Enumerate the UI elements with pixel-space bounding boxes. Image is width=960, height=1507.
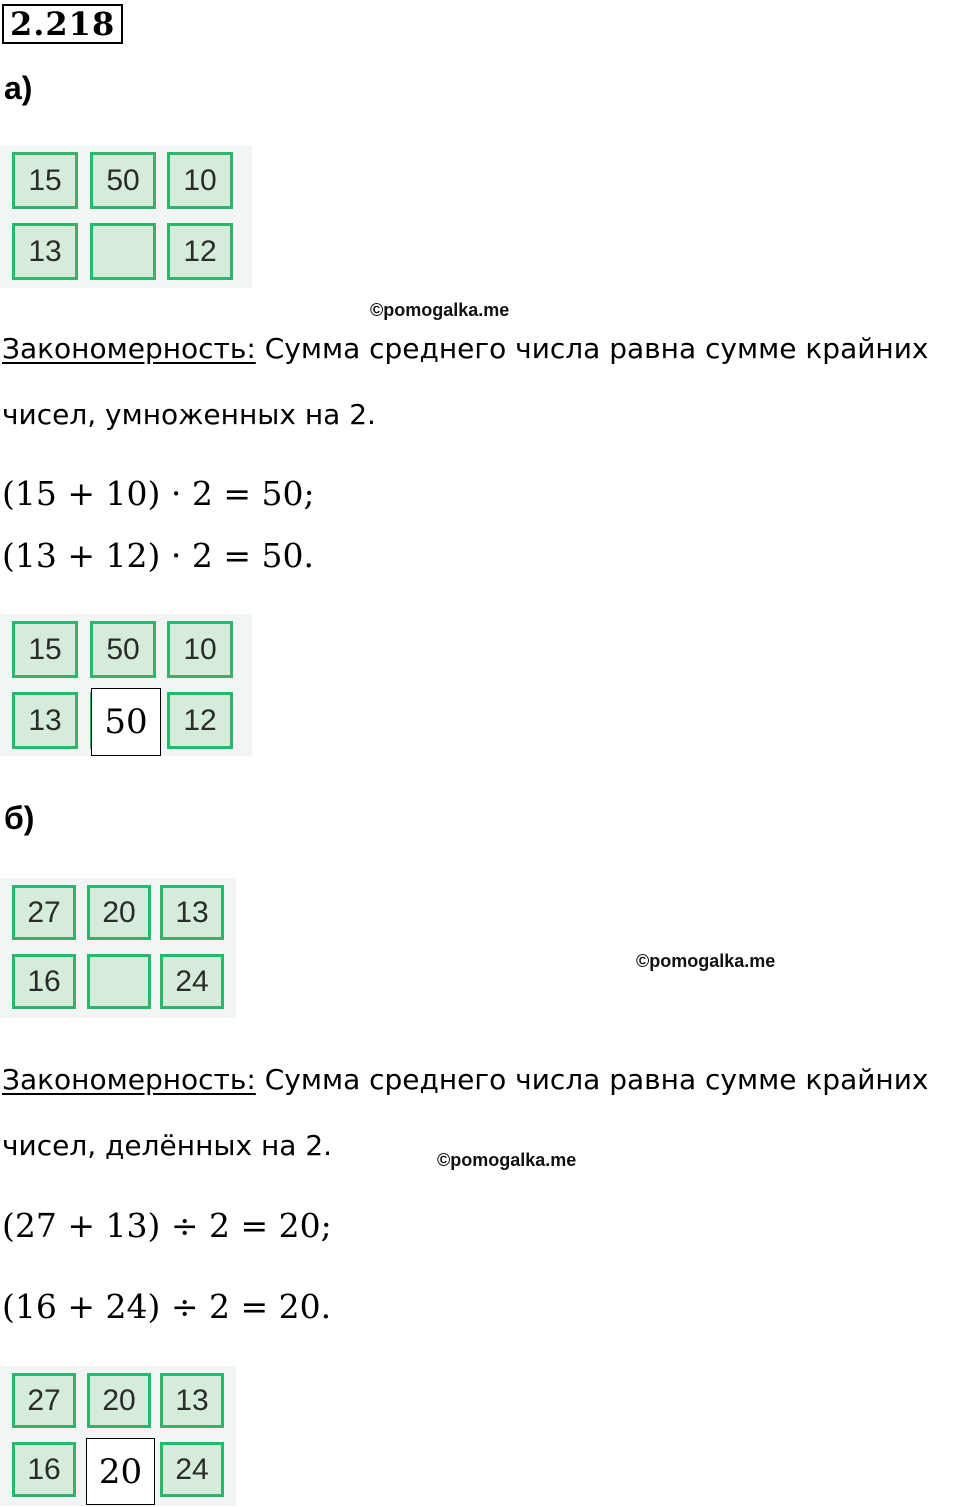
grid-cell: 20 (87, 885, 151, 940)
grid-cell-empty (90, 223, 156, 280)
pattern-line-1 (2, 1063, 929, 1096)
formula-1: (27 + 13) ÷ 2 = 20; (2, 1206, 332, 1245)
grid-cell: 16 (12, 954, 76, 1009)
grid-cell-empty (87, 954, 151, 1009)
grid-cell: 20 (87, 1373, 151, 1428)
formula-2: (16 + 24) ÷ 2 = 20. (2, 1287, 332, 1326)
task-number: 2.218 (2, 4, 123, 44)
answer-box: 50 (91, 688, 161, 756)
grid-cell: 24 (160, 1442, 224, 1497)
pattern-line-2: чисел, умноженных на 2. (2, 398, 376, 431)
formula-2: (13 + 12) · 2 = 50. (2, 536, 314, 575)
formula-1: (15 + 10) · 2 = 50; (2, 474, 315, 513)
pattern-text: Сумма среднего числа равна сумме крайних (255, 1063, 929, 1096)
pattern-line-2: чисел, делённых на 2. (2, 1129, 333, 1162)
grid-cell: 13 (12, 223, 78, 280)
grid-cell: 13 (12, 692, 78, 749)
grid-cell: 50 (90, 621, 156, 678)
grid-cell: 27 (12, 1373, 76, 1428)
grid-cell: 15 (12, 621, 78, 678)
grid-cell: 50 (90, 152, 156, 209)
part-a-initial-grid (0, 146, 252, 288)
grid-cell: 16 (12, 1442, 76, 1497)
part-b-initial-grid (0, 878, 236, 1018)
pattern-text: Сумма среднего числа равна сумме крайних (255, 332, 929, 365)
grid-cell: 13 (160, 885, 224, 940)
part-a-solved-grid (0, 614, 252, 756)
part-b-solved-grid (0, 1366, 236, 1506)
grid-cell: 10 (167, 152, 233, 209)
answer-box: 20 (86, 1438, 155, 1505)
pattern-label: Закономерность: (2, 332, 256, 365)
part-a-label: а) (4, 70, 33, 106)
grid-cell: 10 (167, 621, 233, 678)
grid-cell: 13 (160, 1373, 224, 1428)
part-b-label: б) (4, 800, 35, 836)
grid-cell: 12 (167, 223, 233, 280)
watermark: ©pomogalka.me (370, 300, 510, 320)
watermark: ©pomogalka.me (636, 951, 776, 971)
grid-cell: 24 (160, 954, 224, 1009)
pattern-label: Закономерность: (2, 1063, 256, 1096)
grid-cell: 27 (12, 885, 76, 940)
grid-cell: 15 (12, 152, 78, 209)
pattern-line-1 (2, 332, 929, 365)
watermark: ©pomogalka.me (437, 1150, 577, 1170)
grid-cell: 12 (167, 692, 233, 749)
